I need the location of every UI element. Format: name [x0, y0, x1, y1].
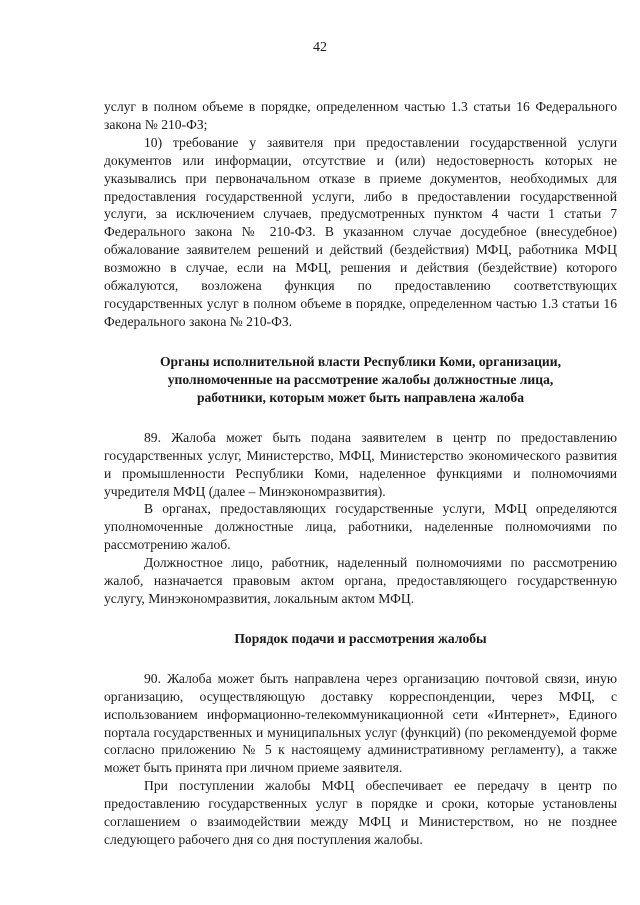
heading-line: Органы исполнительной власти Республики Коми, организации,: [159, 353, 561, 369]
section-heading-submission-procedure: Порядок подачи и рассмотрения жалобы: [234, 630, 487, 646]
document-body: [104, 98, 617, 849]
paragraph-90-transfer: При поступлении жалобы МФЦ обеспечивает ее передачу в центр по предоставлению государственных услуг в порядке и сроки, которые установлены соглашением о взаимодействии между МФЦ и Министерством, но не позднее следующего рабочего дня со дня поступления жалобы.: [104, 778, 617, 847]
paragraph-89: 89. Жалоба может быть подана заявителем в центр по предоставлению государственных услуг, Министерство, МФЦ, Министерство экономического развития и промышленности Республики Коми, наделенное функциями и полномочиями учредителя МФЦ (далее – Минэкономразвития).: [104, 429, 617, 499]
heading-line: работники, которым может быть направлена жалоба: [196, 389, 525, 405]
item-10-paragraph: 10) требование у заявителя при предоставлении государственной услуги документов или информации, отсутствие и (или) недостоверность которых не указывались при первоначальном отказе в приеме документов, необходимых для предоставления государственной услуги, либо в предоставлении государственной услуги, за исключением случаев, предусмотренных пунктом 4 части 1 статьи 7 Федерального закона № 210-ФЗ. В указанном случае досудебное (внесудебное) обжалование заявителем решений и действий (бездействия) МФЦ, работника МФЦ возможно в случае, если на МФЦ, решения и действия (бездействие) которого обжалуются, возложена функция по предоставлению соответствующих государственных услуг в полном объеме в порядке, определенном частью 1.3 статьи 16 Федерального закона № 210-ФЗ.: [104, 134, 617, 329]
paragraph-89-authorities: В органах, предоставляющих государственные услуги, МФЦ определяются уполномоченные должностные лица, работники, наделенные полномочиями по рассмотрению жалоб.: [104, 501, 617, 553]
paragraph-90: 90. Жалоба может быть направлена через организацию почтовой связи, иную организацию, осуществляющую доставку корреспонденции, через МФЦ, с использованием информационно-телекоммуникационной сети «Интернет», Единого портала государственных и муниципальных услуг (функций) (по рекомендуемой форме согласно приложению № 5 к настоящему административному регламенту), а также может быть принята при личном приеме заявителя.: [104, 670, 617, 776]
section-heading-complaint-authorities: [104, 353, 617, 407]
paragraph-89-appointment: Должностное лицо, работник, наделенный полномочиями по рассмотрению жалоб, назначается правовым актом органа, предоставляющего государственную услугу, Минэкономразвития, локальным актом МФЦ.: [104, 555, 617, 606]
heading-line: уполномоченные на рассмотрение жалобы должностные лица,: [167, 371, 554, 387]
continuation-paragraph: услуг в полном объеме в порядке, определенном частью 1.3 статьи 16 Федерального закона № 210-ФЗ;: [104, 99, 617, 132]
page-number: 42: [313, 40, 327, 55]
